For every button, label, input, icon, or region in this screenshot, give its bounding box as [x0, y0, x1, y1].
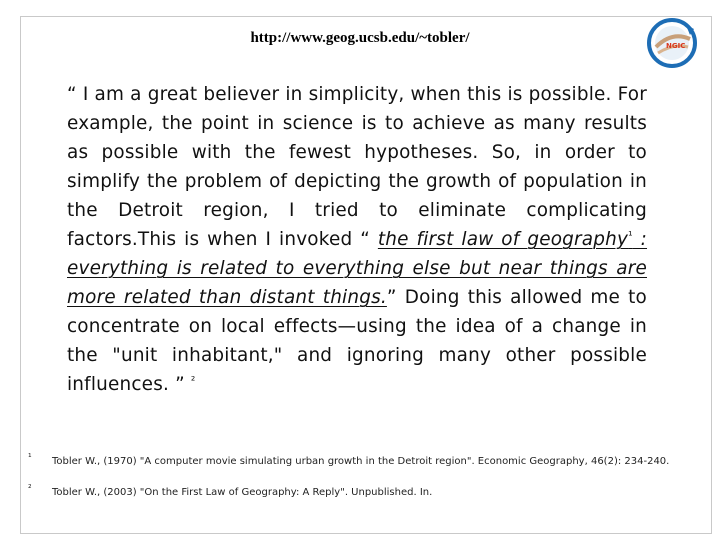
logo-text: NGIC [666, 42, 686, 50]
quote-text-part1: I am a great believer in simplicity, when this is possible. For example, the point in science is to achieve as many results as possible with the fewest hypotheses. So, in order to simplify the problem of depicting the growth of population in the Detroit region, I tried to eliminate complicating factors.This is when I invoked [67, 84, 648, 250]
quote-text-part2: Doing this allowed me to concentrate on local effects—using the idea of a change in the "unit inhabitant," and ignoring many other possible influences. [67, 287, 647, 395]
tobler-quote [67, 80, 647, 399]
quote-close-mark: ” [175, 374, 185, 395]
footnotes [28, 453, 708, 498]
footnote-ref-2[interactable]: ² [190, 374, 196, 387]
law-text-b: : everything is related to everything else but near things are more related than distant things. [67, 229, 648, 308]
quote-open-mark: “ [67, 84, 77, 105]
law-open-mark: “ [360, 229, 370, 250]
ncgia-globe-logo-icon [646, 17, 698, 69]
source-url[interactable]: http://www.geog.ucsb.edu/~tobler/ [250, 30, 470, 46]
law-close-mark: ” [386, 287, 397, 308]
footnote-1-mark: ¹ [28, 453, 32, 463]
footnote-2-text: Tobler W., (2003) "On the First Law of Geography: A Reply". Unpublished. In. [52, 487, 433, 498]
footnote-1 [28, 453, 708, 467]
law-text-a: the first law of geography [377, 229, 629, 250]
footnote-1-text: Tobler W., (1970) "A computer movie simulating urban growth in the Detroit region". Economic Geography, 46(2): 234-240. [52, 456, 670, 467]
footnote-2 [28, 484, 708, 498]
footnote-2-mark: ² [28, 484, 32, 494]
footnote-ref-1[interactable]: ¹ [628, 229, 633, 242]
